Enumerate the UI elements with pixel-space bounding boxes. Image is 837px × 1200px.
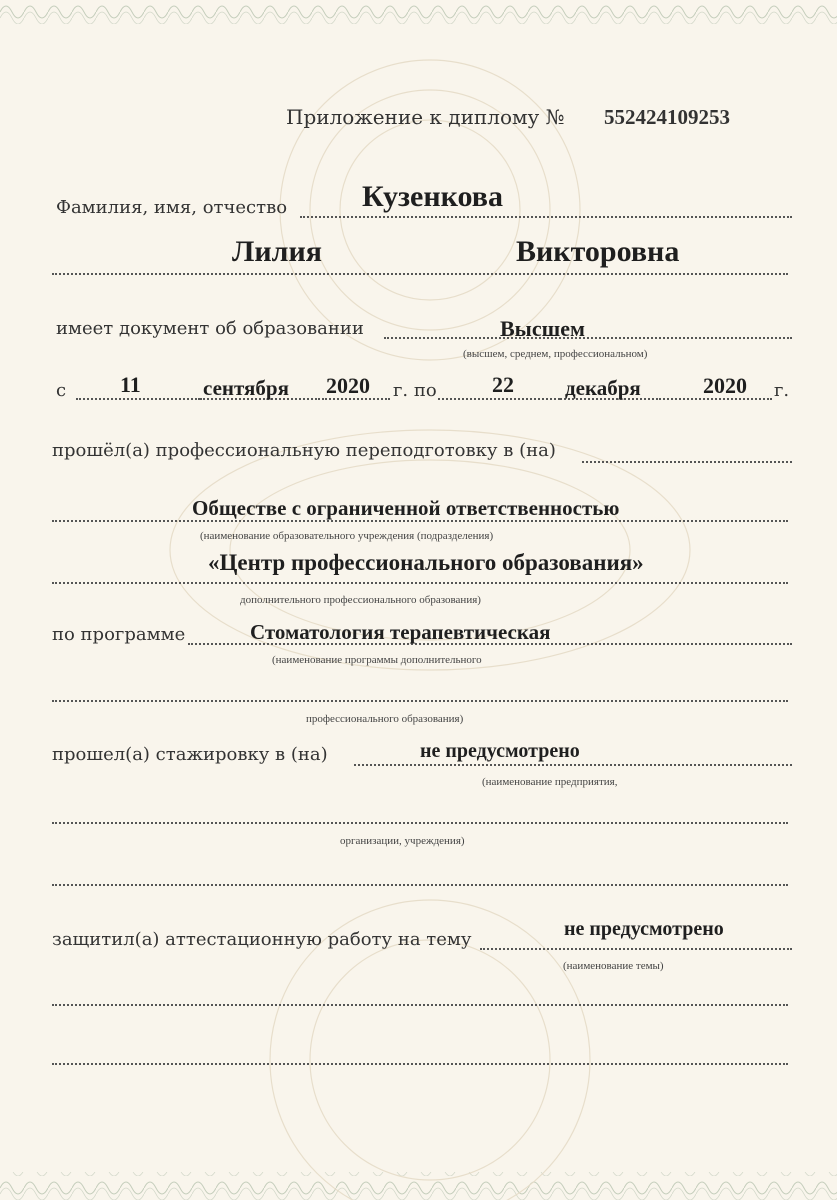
- from-day: 11: [120, 372, 141, 397]
- from-day-dotted-line: [76, 398, 200, 400]
- program-line2-dotted-line: [52, 700, 788, 702]
- name-dotted-line: [52, 273, 788, 275]
- diploma-number: 552424109253: [604, 105, 730, 129]
- education-dotted-line: [384, 337, 792, 339]
- internship-line3-dotted-line: [52, 884, 788, 886]
- to-year: 2020: [703, 373, 747, 398]
- fio-dotted-line: [300, 216, 792, 218]
- period-to-prefix: г. по: [393, 380, 437, 401]
- internship-value: не предусмотрено: [420, 740, 580, 762]
- organization-hint1: (наименование образовательного учреждения (подразделения): [200, 530, 494, 542]
- last-name: Кузенкова: [362, 180, 504, 213]
- to-month: декабря: [565, 376, 641, 400]
- period-from-prefix: с: [56, 380, 67, 401]
- thesis-line2-dotted-line: [52, 1004, 788, 1006]
- internship-label: прошел(а) стажировку в (на): [52, 744, 328, 765]
- patronymic: Викторовна: [516, 235, 680, 268]
- thesis-line3-dotted-line: [52, 1063, 788, 1065]
- thesis-hint: (наименование темы): [563, 960, 664, 972]
- internship-line2-dotted-line: [52, 822, 788, 824]
- to-day-dotted-line: [438, 398, 560, 400]
- education-value: Высшем: [500, 316, 585, 341]
- education-hint: (высшем, среднем, профессиональном): [463, 348, 648, 360]
- appendix-title: Приложение к диплому №: [286, 105, 565, 129]
- thesis-label: защитил(а) аттестационную работу на тему: [52, 929, 472, 950]
- thesis-value: не предусмотрено: [564, 918, 724, 940]
- education-label: имеет документ об образовании: [56, 318, 364, 339]
- program-label: по программе: [52, 624, 186, 645]
- from-month: сентября: [203, 376, 289, 400]
- program-hint2: профессионального образования): [306, 713, 464, 725]
- organization-hint2: дополнительного профессионального образования): [240, 594, 481, 606]
- to-day: 22: [492, 372, 514, 397]
- period-year-suffix: г.: [774, 380, 790, 401]
- from-year: 2020: [326, 373, 370, 398]
- first-name: Лилия: [232, 235, 322, 268]
- organization-line2: «Центр профессионального образования»: [208, 550, 644, 575]
- fio-label: Фамилия, имя, отчество: [56, 197, 288, 218]
- internship-hint1: (наименование предприятия,: [482, 776, 618, 788]
- thesis-dotted-line: [480, 948, 792, 950]
- internship-hint2: организации, учреждения): [340, 835, 465, 847]
- retraining-dotted-line: [582, 461, 792, 463]
- retraining-label: прошёл(а) профессиональную переподготовку в (на): [52, 440, 556, 461]
- program-hint1: (наименование программы дополнительного: [272, 654, 482, 666]
- org-line2-dotted-line: [52, 582, 788, 584]
- organization-line1: Обществе с ограниченной ответственностью: [192, 496, 620, 520]
- program-value: Стоматология терапевтическая: [250, 620, 551, 644]
- internship-dotted-line: [354, 764, 792, 766]
